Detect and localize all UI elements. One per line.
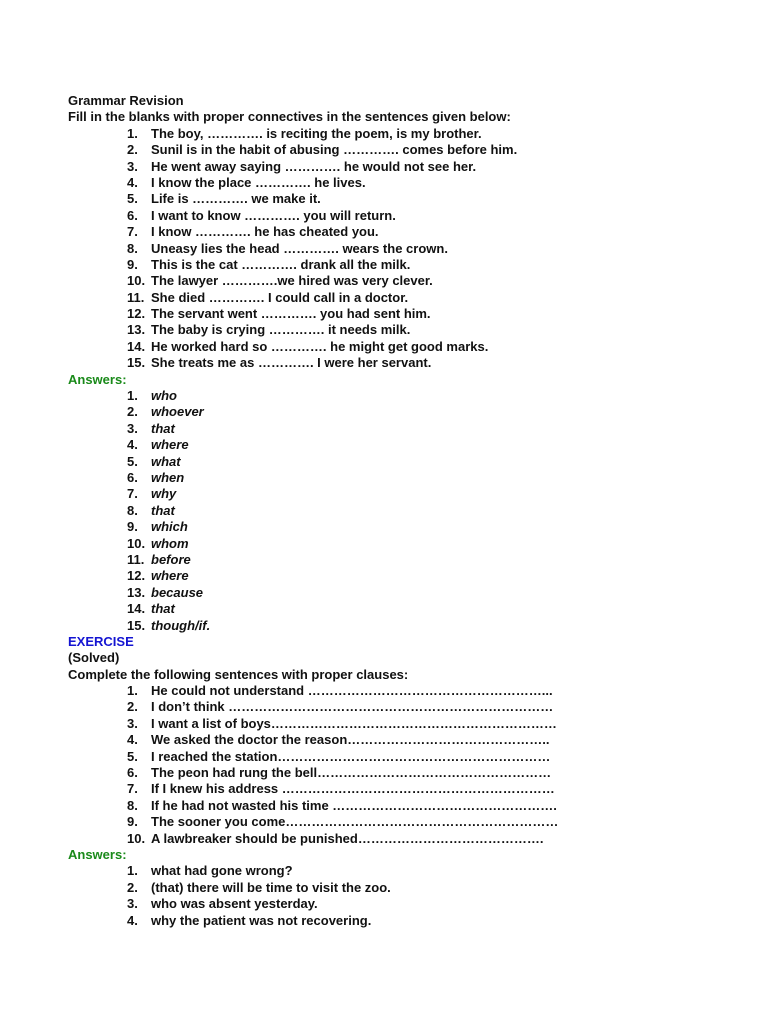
item-number: 1. xyxy=(127,125,138,141)
item-number: 5. xyxy=(127,748,138,764)
section-instruction: Fill in the blanks with proper connectives in the sentences given below: xyxy=(68,109,511,125)
item-number: 1. xyxy=(127,388,138,404)
item-text: what xyxy=(151,453,181,469)
item-text: Uneasy lies the head …………. wears the crown. xyxy=(151,240,448,256)
list-item xyxy=(68,208,728,224)
list-item xyxy=(68,454,728,470)
item-number: 2. xyxy=(127,699,138,715)
item-text: I know …………. he has cheated you. xyxy=(151,224,379,240)
item-number: 14. xyxy=(127,338,146,354)
item-text: He could not understand ………………………………………………... xyxy=(151,683,553,699)
list-item xyxy=(68,880,728,896)
item-text: This is the cat …………. drank all the milk. xyxy=(151,256,411,272)
answers-heading: Answers: xyxy=(68,371,127,387)
list-item xyxy=(68,536,728,552)
item-text: He went away saying …………. he would not see her. xyxy=(151,158,477,174)
item-text: that xyxy=(151,502,175,518)
item-number: 5. xyxy=(127,453,138,469)
item-number: 7. xyxy=(127,486,138,502)
item-number: 12. xyxy=(127,568,146,584)
item-number: 4. xyxy=(127,912,138,928)
list-item xyxy=(68,224,728,240)
list-item xyxy=(68,470,728,486)
item-text: A lawbreaker should be punished……………………………………. xyxy=(151,830,544,846)
item-text: If I knew his address ……………………………………………………… xyxy=(151,781,555,797)
item-text: I want a list of boys………………………………………………………… xyxy=(151,715,557,731)
item-text: If he had not wasted his time ……………………………………………. xyxy=(151,797,557,813)
list-item xyxy=(68,142,728,158)
item-number: 12. xyxy=(127,306,146,322)
item-number: 10. xyxy=(127,273,146,289)
exercise-instruction: Complete the following sentences with proper clauses: xyxy=(68,666,409,682)
list-item xyxy=(68,191,728,207)
list-item xyxy=(68,765,728,781)
list-item xyxy=(68,519,728,535)
list-item xyxy=(68,699,728,715)
list-item xyxy=(68,749,728,765)
item-text: He worked hard so …………. he might get good marks. xyxy=(151,338,489,354)
list-item xyxy=(68,290,728,306)
list-item xyxy=(68,618,728,634)
item-number: 15. xyxy=(127,355,146,371)
list-item xyxy=(68,863,728,879)
item-text: that xyxy=(151,601,175,617)
item-text: (that) there will be time to visit the zoo. xyxy=(151,879,391,895)
item-text: though/if. xyxy=(151,617,211,633)
item-number: 13. xyxy=(127,322,146,338)
item-text: The lawyer ………….we hired was very clever. xyxy=(151,273,433,289)
item-number: 14. xyxy=(127,601,146,617)
item-text: The boy, …………. is reciting the poem, is my brother. xyxy=(151,125,482,141)
item-text: I know the place …………. he lives. xyxy=(151,174,366,190)
item-text: The peon had rung the bell……………………………………………… xyxy=(151,765,552,781)
exercise-question-list xyxy=(68,683,728,847)
item-text: what had gone wrong? xyxy=(151,863,293,879)
list-item xyxy=(68,601,728,617)
list-item xyxy=(68,716,728,732)
item-text: I want to know …………. you will return. xyxy=(151,207,396,223)
section-title: Grammar Revision xyxy=(68,93,184,108)
item-number: 9. xyxy=(127,256,138,272)
item-number: 7. xyxy=(127,781,138,797)
list-item xyxy=(68,503,728,519)
item-number: 8. xyxy=(127,502,138,518)
item-text: Sunil is in the habit of abusing …………. comes before him. xyxy=(151,142,518,158)
item-number: 15. xyxy=(127,617,146,633)
exercise-answers-heading: Answers: xyxy=(68,846,127,862)
item-number: 5. xyxy=(127,191,138,207)
item-text: She treats me as …………. I were her servant. xyxy=(151,355,432,371)
list-item xyxy=(68,552,728,568)
question-list xyxy=(68,126,728,372)
list-item xyxy=(68,831,728,847)
item-number: 1. xyxy=(127,863,138,879)
item-text: why xyxy=(151,486,177,502)
item-text: when xyxy=(151,469,185,485)
document-content xyxy=(68,93,728,929)
item-number: 7. xyxy=(127,224,138,240)
list-item xyxy=(68,486,728,502)
list-item xyxy=(68,913,728,929)
item-text: whom xyxy=(151,535,189,551)
item-number: 4. xyxy=(127,437,138,453)
item-text: why the patient was not recovering. xyxy=(151,912,372,928)
item-number: 9. xyxy=(127,519,138,535)
list-item xyxy=(68,585,728,601)
list-item xyxy=(68,732,728,748)
list-item xyxy=(68,781,728,797)
list-item xyxy=(68,126,728,142)
item-text: which xyxy=(151,519,188,535)
item-number: 10. xyxy=(127,830,146,846)
list-item xyxy=(68,798,728,814)
list-item xyxy=(68,421,728,437)
item-number: 4. xyxy=(127,732,138,748)
item-number: 8. xyxy=(127,240,138,256)
item-number: 2. xyxy=(127,404,138,420)
item-text: We asked the doctor the reason……………………………………….. xyxy=(151,732,550,748)
list-item xyxy=(68,273,728,289)
list-item xyxy=(68,257,728,273)
item-text: Life is …………. we make it. xyxy=(151,191,321,207)
list-item xyxy=(68,159,728,175)
item-text: I don’t think ………………………………………………………………… xyxy=(151,699,554,715)
exercise-subheading: (Solved) xyxy=(68,650,120,666)
item-number: 3. xyxy=(127,896,138,912)
item-text: that xyxy=(151,420,175,436)
list-item xyxy=(68,683,728,699)
item-number: 9. xyxy=(127,814,138,830)
exercise-heading: EXERCISE xyxy=(68,633,134,649)
exercise-answer-list xyxy=(68,863,728,929)
list-item xyxy=(68,896,728,912)
item-number: 8. xyxy=(127,797,138,813)
item-number: 11. xyxy=(127,289,145,305)
list-item xyxy=(68,322,728,338)
item-number: 3. xyxy=(127,420,138,436)
list-item xyxy=(68,175,728,191)
item-number: 6. xyxy=(127,469,138,485)
list-item xyxy=(68,388,728,404)
list-item xyxy=(68,306,728,322)
item-text: She died …………. I could call in a doctor. xyxy=(151,289,409,305)
item-number: 3. xyxy=(127,158,138,174)
item-text: who xyxy=(151,388,177,404)
item-number: 6. xyxy=(127,765,138,781)
item-text: where xyxy=(151,568,189,584)
item-number: 6. xyxy=(127,207,138,223)
list-item xyxy=(68,241,728,257)
item-number: 2. xyxy=(127,142,138,158)
item-text: The sooner you come……………………………………………………… xyxy=(151,814,559,830)
item-number: 13. xyxy=(127,584,146,600)
item-text: because xyxy=(151,584,204,600)
item-number: 1. xyxy=(127,683,138,699)
item-text: whoever xyxy=(151,404,204,420)
list-item xyxy=(68,339,728,355)
item-number: 11. xyxy=(127,551,145,567)
item-text: I reached the station……………………………………………………… xyxy=(151,748,551,764)
list-item xyxy=(68,404,728,420)
item-text: The servant went …………. you had sent him. xyxy=(151,306,431,322)
item-text: The baby is crying …………. it needs milk. xyxy=(151,322,411,338)
list-item xyxy=(68,814,728,830)
item-text: who was absent yesterday. xyxy=(151,896,318,912)
list-item xyxy=(68,437,728,453)
item-text: before xyxy=(151,551,191,567)
item-number: 4. xyxy=(127,174,138,190)
list-item xyxy=(68,355,728,371)
item-text: where xyxy=(151,437,189,453)
item-number: 2. xyxy=(127,879,138,895)
item-number: 10. xyxy=(127,535,146,551)
answer-list xyxy=(68,388,728,634)
item-number: 3. xyxy=(127,715,138,731)
list-item xyxy=(68,568,728,584)
